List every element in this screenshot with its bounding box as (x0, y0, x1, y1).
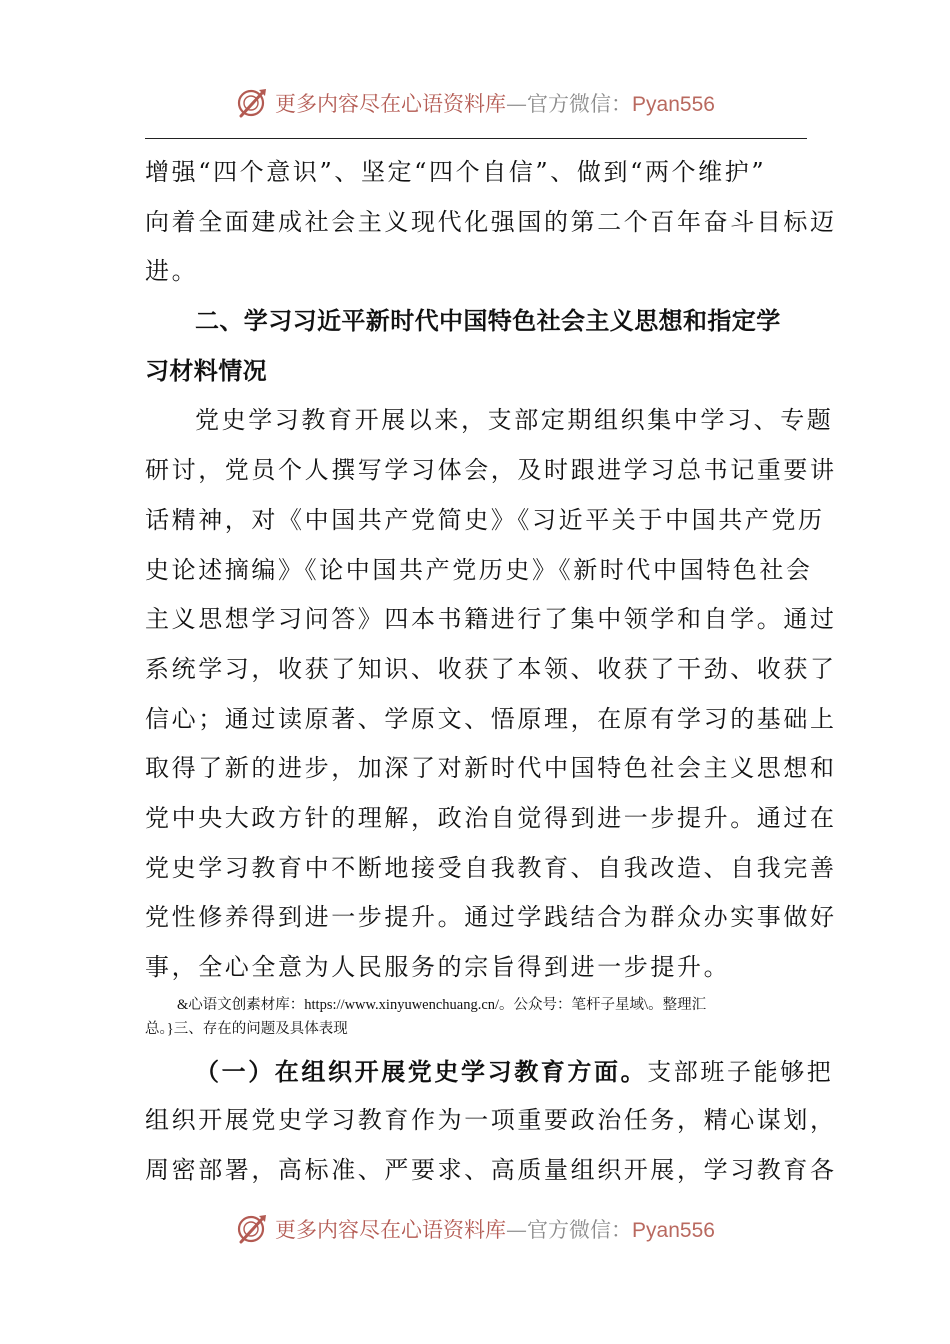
header-banner (0, 80, 950, 126)
text-line: 进。 (145, 257, 199, 286)
note-line: &心语文创素材库：https://www.xinyuwenchuang.cn/。公众号：笔杆子星域\。整理汇 (177, 996, 707, 1013)
text-line: 向着全面建成社会主义现代化强国的第二个百年奋斗目标迈 (145, 207, 837, 236)
text-line: 事，全心全意为人民服务的宗旨得到进一步提升。 (145, 953, 731, 981)
text-line: 研讨，党员个人撰写学习体会，及时跟进学习总书记重要讲 (145, 456, 837, 485)
footer-banner (0, 1206, 950, 1252)
heading-line: 二、学习习近平新时代中国特色社会主义思想和指定学 (195, 307, 781, 336)
text-line: 党中央大政方针的理解，政治自觉得到进一步提升。通过在 (145, 803, 837, 832)
section-heading-2 (145, 297, 807, 396)
text-line: 主义思想学习问答》四本书籍进行了集中领学和自学。通过 (145, 605, 837, 634)
text-line: 组织开展党史学习教育作为一项重要政治任务，精心谋划， (145, 1106, 837, 1135)
note-line: 总。}三、存在的问题及具体表现 (145, 1020, 348, 1037)
header-divider (145, 138, 807, 139)
text-run: 支部班子能够把 (647, 1057, 834, 1086)
text-line: 话精神，对《中国共产党简史》《习近平关于中国共产党历 (145, 505, 825, 534)
text-line (145, 1047, 834, 1097)
subheading-lead: （一）在组织开展党史学习教育方面。 (195, 1056, 648, 1086)
pen-logo-icon (235, 1212, 269, 1246)
text-line: 增强“四个意识”、坚定“四个自信”、做到“两个维护” (145, 158, 767, 186)
header-banner-text: 更多内容尽在心语资料库—官方微信：Pyan556 (275, 92, 715, 116)
document-body (145, 148, 837, 1196)
heading-line: 习材料情况 (145, 356, 267, 385)
text-line: 史论述摘编》《论中国共产党历史》《新时代中国特色社会 (145, 555, 813, 584)
text-line: 周密部署，高标准、严要求、高质量组织开展，学习教育各 (145, 1156, 837, 1185)
paragraph-study (145, 396, 837, 992)
pen-logo-icon (235, 86, 269, 120)
footer-banner-text: 更多内容尽在心语资料库—官方微信：Pyan556 (275, 1218, 715, 1242)
text-line: 取得了新的进步，加深了对新时代中国特色社会主义思想和 (145, 754, 837, 783)
text-line: 信心；通过读原著、学原文、悟原理，在原有学习的基础上 (145, 704, 837, 733)
text-line: 党史学习教育开展以来，支部定期组织集中学习、专题 (195, 406, 834, 435)
text-line: 党史学习教育中不断地接受自我教育、自我改造、自我完善 (145, 853, 837, 882)
text-line: 党性修养得到进一步提升。通过学践结合为群众办实事做好 (145, 903, 837, 932)
source-note (145, 993, 807, 1041)
paragraph-continued (145, 148, 837, 297)
text-line: 系统学习，收获了知识、收获了本领、收获了干劲、收获了 (145, 654, 837, 683)
paragraph-organize (145, 1047, 837, 1196)
